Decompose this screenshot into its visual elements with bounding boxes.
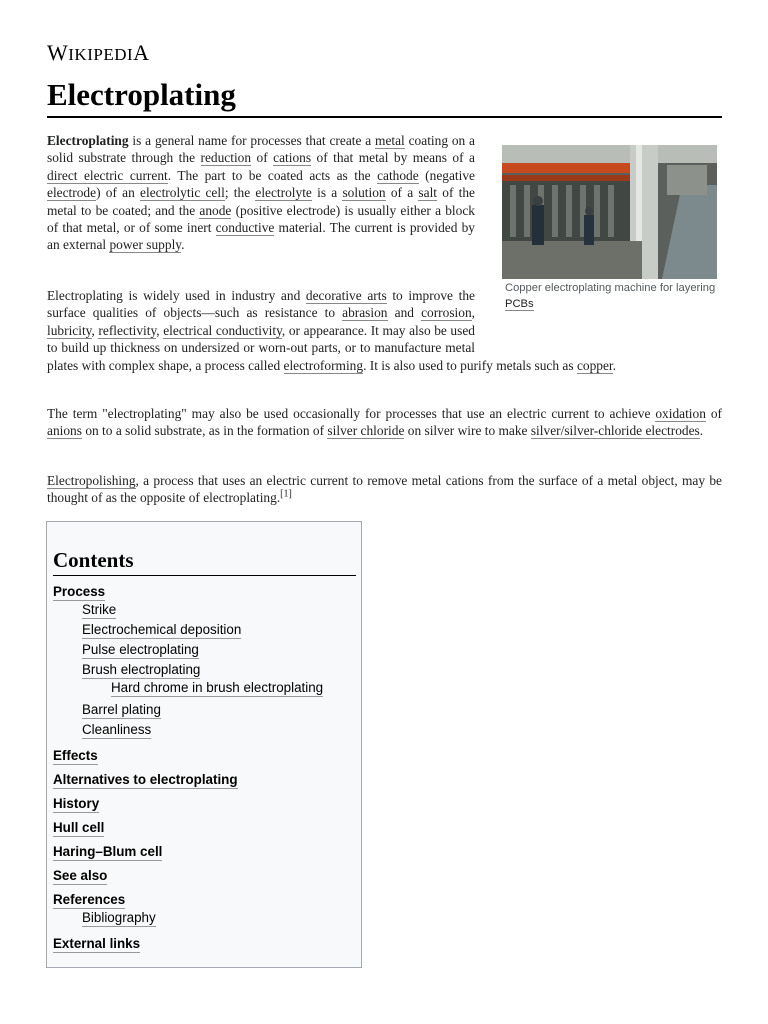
electroplating-machine-photo[interactable] — [502, 145, 717, 279]
toc-item-references[interactable]: References — [53, 892, 126, 907]
link-silver-chloride[interactable]: silver chloride — [327, 423, 405, 439]
lead-bold-term: Electroplating — [47, 133, 129, 148]
link-cathode[interactable]: cathode — [377, 167, 419, 183]
paragraph-term — [47, 405, 722, 440]
wordmark-initial: W — [47, 40, 69, 65]
text: on to a solid substrate, as in the formation of — [81, 423, 328, 439]
text: ) of an — [96, 185, 141, 201]
text: . — [699, 423, 704, 439]
text: . — [612, 357, 616, 373]
link-conductive[interactable]: conductive — [215, 220, 275, 236]
toc-item-process[interactable]: Process — [53, 584, 106, 599]
toc-item-alternatives[interactable]: Alternatives to electroplating — [53, 772, 238, 787]
text: , — [156, 322, 164, 338]
toc-title: Contents — [53, 546, 356, 576]
text: Electroplating is widely used in industry and — [47, 288, 306, 303]
link-corrosion[interactable]: corrosion — [421, 305, 472, 321]
link-cations[interactable]: cations — [273, 150, 312, 166]
toc-item-brush-electroplating[interactable]: Brush electroplating — [82, 662, 201, 677]
wordmark-final: A — [133, 40, 150, 65]
table-of-contents — [46, 521, 362, 968]
text: on silver wire to make — [404, 423, 531, 439]
text: , or appearance. It may also be used to build up thickness on undersized or worn-out parts, or to manufacture metal plates with complex shape, a process called — [47, 322, 475, 373]
wikipedia-wordmark[interactable] — [47, 40, 150, 66]
link-abrasion[interactable]: abrasion — [342, 305, 388, 321]
text: . The part to be coated acts as the — [167, 167, 378, 183]
text: . — [181, 237, 185, 253]
text: of — [251, 150, 274, 166]
text: (negative — [418, 167, 475, 183]
link-anode[interactable]: anode — [199, 202, 232, 218]
link-electrolytic-cell[interactable]: electrolytic cell — [140, 185, 225, 201]
figure-float-spacer — [475, 287, 722, 356]
text: and — [387, 305, 422, 321]
link-electropolishing[interactable]: Electropolishing — [47, 473, 136, 488]
link-decorative-arts[interactable]: decorative arts — [305, 288, 387, 303]
toc-item-haring-blum-cell[interactable]: Haring–Blum cell — [53, 844, 163, 859]
link-anions[interactable]: anions — [47, 423, 82, 439]
toc-item-hard-chrome[interactable]: Hard chrome in brush electroplating — [111, 680, 324, 695]
link-electrical-conductivity[interactable]: electrical conductivity — [163, 322, 282, 338]
page-title: Electroplating — [47, 76, 722, 118]
paragraph-uses — [47, 287, 722, 374]
link-metal[interactable]: metal — [375, 133, 405, 148]
paragraph-electropolishing — [47, 472, 722, 507]
lead-paragraph — [47, 132, 475, 254]
link-electrode[interactable]: electrode — [47, 185, 97, 201]
text: is a general name for processes that create a — [128, 133, 376, 148]
caption-text: Copper electroplating machine for layering — [505, 282, 716, 294]
link-copper[interactable]: copper — [576, 357, 613, 373]
link-pcbs[interactable]: PCBs — [505, 298, 534, 310]
toc-item-effects[interactable]: Effects — [53, 748, 98, 763]
text: The term "electroplating" may also be used occasionally for processes that use an electric current to achieve — [47, 406, 656, 421]
link-reduction[interactable]: reduction — [200, 150, 252, 166]
link-salt[interactable]: salt — [418, 185, 438, 201]
toc-item-history[interactable]: History — [53, 796, 100, 811]
text: of a — [385, 185, 419, 201]
text: . It is also used to purify metals such as — [363, 357, 577, 373]
toc-item-barrel-plating[interactable]: Barrel plating — [82, 702, 161, 717]
toc-item-cleanliness[interactable]: Cleanliness — [82, 722, 152, 737]
text: of the metal to be coated; and the — [47, 185, 476, 218]
toc-item-see-also[interactable]: See also — [53, 868, 108, 883]
wordmark-middle: IKIPEDI — [68, 45, 134, 64]
link-silver-silver-chloride-electrodes[interactable]: silver/silver-chloride electrodes — [530, 423, 700, 439]
link-reflectivity[interactable]: reflectivity — [98, 322, 157, 338]
link-electrolyte[interactable]: electrolyte — [255, 185, 312, 201]
photo-illustration — [502, 145, 717, 279]
toc-item-electrochemical-deposition[interactable]: Electrochemical deposition — [82, 622, 242, 637]
text: , — [91, 322, 99, 338]
text: (positive electrode) is usually either a block of that metal, or of some inert — [47, 202, 475, 236]
link-oxidation[interactable]: oxidation — [655, 406, 706, 421]
link-electroforming[interactable]: electroforming — [283, 357, 364, 373]
toc-item-pulse-electroplating[interactable]: Pulse electroplating — [82, 642, 199, 657]
text: of — [705, 406, 722, 421]
toc-item-hull-cell[interactable]: Hull cell — [53, 820, 105, 835]
text: to improve the surface qualities of objects—such as resistance to — [47, 288, 475, 321]
toc-item-strike[interactable]: Strike — [82, 602, 117, 617]
text: ; the — [224, 185, 256, 201]
text: , a process that uses an electric current to remove metal cations from the surface of a metal object, may be thought of as the opposite of electroplating. — [47, 473, 722, 506]
text: coating on a solid substrate through the — [47, 133, 476, 166]
link-direct-electric-current[interactable]: direct electric current — [47, 167, 168, 183]
toc-item-bibliography[interactable]: Bibliography — [82, 910, 156, 925]
link-lubricity[interactable]: lubricity — [47, 322, 92, 338]
reference-link[interactable]: [1] — [280, 488, 292, 500]
text: is a — [311, 185, 343, 201]
text: of that metal by means of a — [311, 150, 475, 166]
link-solution[interactable]: solution — [342, 185, 386, 201]
text: , — [471, 305, 475, 321]
toc-item-external-links[interactable]: External links — [53, 936, 141, 951]
link-power-supply[interactable]: power supply — [109, 237, 182, 253]
text: material. The current is provided by an external — [47, 220, 475, 253]
